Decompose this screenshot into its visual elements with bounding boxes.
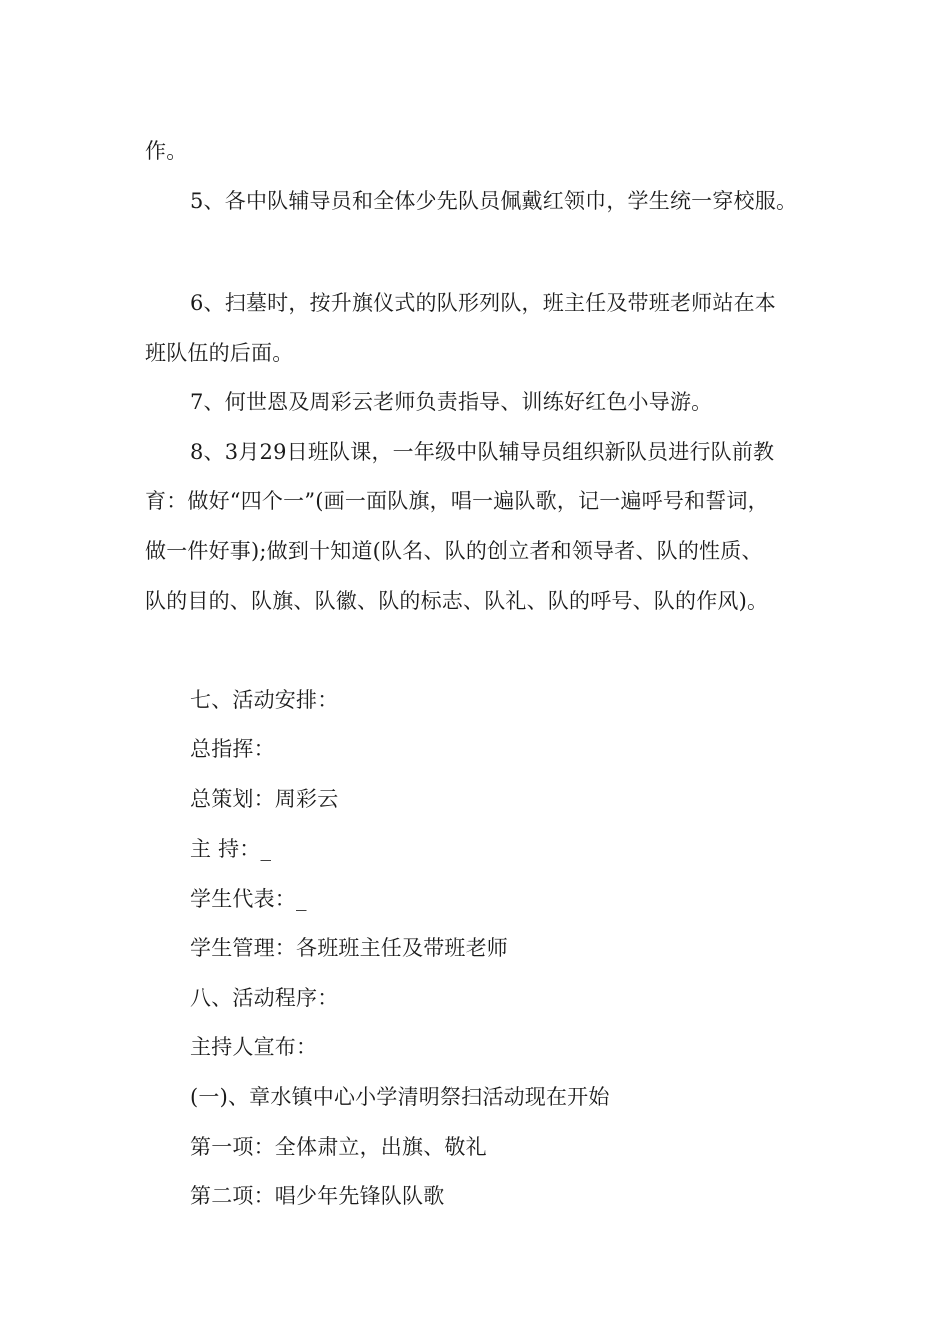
text-line: 总策划：周彩云: [190, 787, 339, 811]
text-line: 学生管理：各班班主任及带班老师: [190, 936, 508, 960]
text-line: 做一件好事);做到十知道(队名、队的创立者和领导者、队的性质、: [145, 539, 763, 563]
text-line: 总指挥：: [190, 737, 275, 761]
text-line: 第二项：唱少年先锋队队歌: [190, 1184, 445, 1208]
text-line: 主持人宣布：: [190, 1035, 318, 1059]
text-line: 作。: [145, 139, 188, 163]
text-line: 学生代表：_: [190, 887, 307, 911]
text-line: 6、扫墓时，按升旗仪式的队形列队，班主任及带班老师站在本: [190, 291, 776, 315]
section-heading: 八、活动程序：: [190, 986, 339, 1010]
text-line: (一)、章水镇中心小学清明祭扫活动现在开始: [190, 1085, 610, 1109]
text-line: 7、何世恩及周彩云老师负责指导、训练好红色小导游。: [190, 390, 713, 414]
text-line: 队的目的、队旗、队徽、队的标志、队礼、队的呼号、队的作风)。: [145, 589, 769, 613]
text-line: 5、各中队辅导员和全体少先队员佩戴红领巾，学生统一穿校服。: [190, 189, 798, 213]
section-heading: 七、活动安排：: [190, 688, 339, 712]
text-line: 育：做好“四个一”(画一面队旗，唱一遍队歌，记一遍呼号和誓词，: [145, 489, 769, 513]
text-line: 第一项：全体肃立，出旗、敬礼: [190, 1135, 487, 1159]
text-line: 主 持：_: [190, 837, 272, 861]
text-line: 8、3月29日班队课，一年级中队辅导员组织新队员进行队前教: [190, 440, 775, 464]
text-line: 班队伍的后面。: [145, 341, 294, 365]
